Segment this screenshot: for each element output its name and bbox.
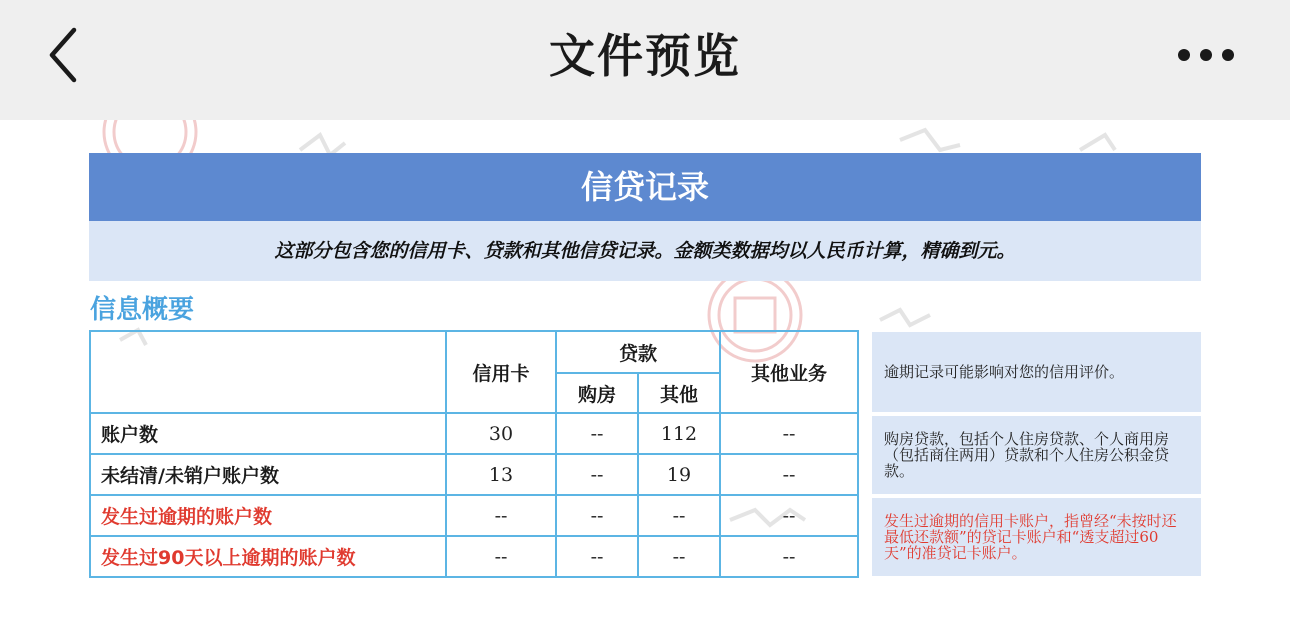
cell-other: 112: [638, 413, 720, 454]
row-label: 发生过逾期的账户数: [90, 495, 446, 536]
document-preview[interactable]: [0, 120, 1290, 633]
row-label: 账户数: [90, 413, 446, 454]
row-label: 发生过90天以上逾期的账户数: [90, 536, 446, 577]
corner-header: [90, 331, 446, 413]
cell-housing: --: [556, 454, 638, 495]
cell-other: --: [638, 495, 720, 536]
section-title: 信贷记录: [89, 153, 1201, 221]
summary-heading: 信息概要: [90, 295, 195, 325]
header-loan: 贷款: [556, 331, 720, 373]
cell-credit-card: 13: [446, 454, 556, 495]
table-row: [90, 413, 858, 454]
cell-other-business: --: [720, 495, 858, 536]
cell-other-business: --: [720, 454, 858, 495]
header-other: 其他: [638, 373, 720, 413]
cell-credit-card: 30: [446, 413, 556, 454]
summary-table: [89, 330, 859, 578]
cell-credit-card: --: [446, 495, 556, 536]
section-description: 这部分包含您的信用卡、贷款和其他信贷记录。金额类数据均以人民币计算，精确到元。: [89, 221, 1201, 281]
cell-other-business: --: [720, 536, 858, 577]
page-title: 文件预览: [549, 29, 741, 83]
table-row: [90, 536, 858, 577]
more-horizontal-icon: [1168, 36, 1248, 76]
cell-housing: --: [556, 536, 638, 577]
cell-other-business: --: [720, 413, 858, 454]
cell-other: --: [638, 536, 720, 577]
header-housing: 购房: [556, 373, 638, 413]
note-overdue-definition: [872, 498, 1201, 576]
note-overdue-impact: [872, 332, 1201, 412]
cell-housing: --: [556, 495, 638, 536]
table-row: [90, 495, 858, 536]
table-row: [90, 454, 858, 495]
note-housing-loan: [872, 416, 1201, 494]
header-credit-card: 信用卡: [446, 331, 556, 413]
row-label: 未结清/未销户账户数: [90, 454, 446, 495]
back-button[interactable]: [44, 24, 94, 86]
more-button[interactable]: [1168, 36, 1248, 76]
chevron-left-icon: [44, 24, 94, 86]
cell-credit-card: --: [446, 536, 556, 577]
note-text: 发生过逾期的信用卡账户，指曾经“未按时还最低还款额”的贷记卡账户和“透支超过60天”的准贷记卡账户。: [884, 512, 1177, 562]
note-text: 购房贷款，包括个人住房贷款、个人商用房（包括商住两用）贷款和个人住房公积金贷款。: [884, 430, 1170, 480]
top-bar: [0, 0, 1290, 120]
header-other-business: 其他业务: [720, 331, 858, 413]
cell-other: 19: [638, 454, 720, 495]
cell-housing: --: [556, 413, 638, 454]
note-text: 逾期记录可能影响对您的信用评价。: [884, 363, 1125, 381]
